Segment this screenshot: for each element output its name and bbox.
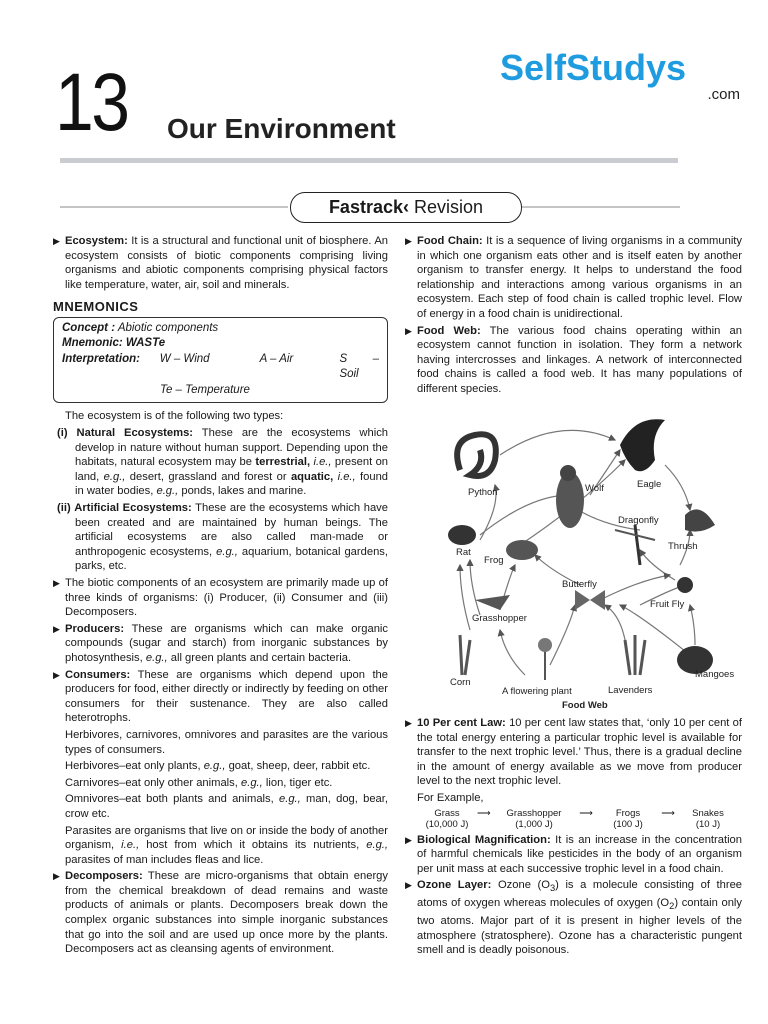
subscript: 2: [669, 901, 675, 912]
mnemonic: WASTe: [125, 337, 166, 350]
ozone-para: [405, 878, 742, 957]
term: Ecosystem:: [65, 235, 128, 247]
term: Natural Ecosystems:: [76, 427, 194, 440]
selfstudys-logo: [500, 47, 740, 103]
mnemonics-box: [53, 317, 388, 404]
arrow-icon: ⟶: [661, 807, 675, 819]
label-wolf: Wolf: [585, 483, 604, 494]
example-energies: [417, 819, 742, 830]
butterfly-figure: [575, 590, 605, 610]
artificial-ecosystem: [53, 501, 388, 574]
banner-rest: Revision: [414, 197, 484, 217]
text: present on land,: [75, 456, 389, 483]
term: Biological Magnification:: [417, 833, 551, 846]
label-frog: Frog: [484, 555, 504, 566]
label-butterfly: Butterfly: [562, 579, 597, 590]
thrush-figure: [685, 509, 715, 531]
text: The various food chains operating within an ecosystem cannot function in isolation. They form a network having intercrosses and linkages. A network of interconnected food chains is called a food web. It has many populations of different species.: [417, 324, 742, 395]
consumer-types: Herbivores, carnivores, omnivores and parasites are the various types of consumers.: [65, 728, 388, 756]
text: Omnivores–eat both plants and animals,: [65, 793, 274, 806]
wolf-figure: [556, 465, 584, 528]
text: These are organisms which can make organic compounds (sugar and starch) from inorganic substances by photosynthesis,: [65, 622, 388, 664]
abbr: e.g.,: [240, 776, 263, 789]
term: Food Chain:: [417, 235, 483, 247]
bullet-icon: ▶: [53, 236, 60, 246]
ten-percent-para: [405, 716, 742, 789]
example-energy: (10 J): [695, 818, 721, 830]
text: 10 per cent law states that, ‘only 10 per cent of the total energy entering a particular trophic level is available for transfer to the next trophic level.’ Thus, there is a gradual decline in the amount of energy available as we move from producer level to the next trophic level.: [417, 717, 743, 788]
text: goat, sheep, deer, rabbit etc.: [228, 760, 371, 773]
subscript: 3: [549, 883, 556, 894]
abbr: e.g.,: [278, 793, 301, 806]
abbr: e.g.,: [216, 545, 238, 558]
mnemonics-title: MNEMONICS: [53, 299, 139, 315]
text: Carnivores–eat only other animals,: [65, 776, 238, 789]
text: parasites of man includes fleas and lice.: [65, 853, 264, 866]
decomposers-para: [53, 869, 388, 957]
text: lion, tiger etc.: [265, 776, 333, 789]
interp-label: Interpretation:: [62, 352, 140, 365]
text: It is an increase in the concentration of harmful chemicals like pesticides in the body of an organism per unit mass at each successive trophic level in a food chain.: [417, 833, 743, 875]
num: (i): [57, 427, 68, 440]
abbr: e.g.,: [203, 760, 226, 773]
text: desert, grassland and forest or: [129, 470, 287, 483]
rat-figure: [448, 525, 476, 545]
corn-figure: [460, 635, 470, 675]
food-web-diagram: [440, 415, 740, 715]
term: terrestrial,: [255, 456, 311, 469]
term: 10 Per cent Law:: [417, 717, 506, 729]
bullet-icon: ▶: [53, 669, 60, 680]
logo-main-text: SelfStudys: [500, 47, 687, 88]
example-name: Grass: [434, 807, 460, 819]
mnemonic-row: [62, 336, 379, 352]
banner-arrow-icon: ‹: [403, 197, 409, 217]
example-name: Snakes: [692, 807, 724, 819]
label-eagle: Eagle: [637, 479, 662, 490]
label-thrush: Thrush: [668, 541, 698, 552]
text: Ozone (O: [497, 879, 550, 892]
label-dragonfly: Dragonfly: [618, 515, 659, 526]
text: It is a structural and functional unit of biosphere. An ecosystem consists of biotic components comprising living organisms and abiotic components comprising physical factors like temperature, water, air, soil and minerals.: [65, 235, 389, 291]
example-name: Grasshopper: [506, 807, 562, 819]
mnemonic-label: Mnemonic:: [62, 337, 123, 350]
example-energy: (1,000 J): [515, 818, 553, 830]
chapter-title: Our Environment: [167, 113, 396, 144]
text: It is a sequence of living organisms in a community in which one organism eats other and is itself eaten by another organism to transfer energy. It helps to understand the food relationship and interactions among various organisms in an ecosystem. Each step of food chain is called trophic level. Flow of energy in a food chain is unidirectional.: [417, 235, 743, 320]
example-energy: (10,000 J): [425, 818, 469, 830]
term: Consumers:: [65, 668, 131, 681]
banner-bold: Fastrack: [328, 197, 403, 217]
abbr: e.g.,: [366, 839, 389, 852]
herbivores: [53, 759, 388, 774]
text: These are the ecosystems which have been created and are maintained by human beings. The artificial ecosystems are also called man-made or anthropogenic ecosystems,: [75, 502, 388, 558]
lavenders-figure: [625, 635, 645, 675]
title-rule: [60, 158, 678, 163]
logo-sub-text: .com: [707, 86, 740, 103]
abbr: e.g.,: [145, 651, 168, 664]
abbr: e.g.,: [103, 470, 126, 483]
diagram-caption: Food Web: [562, 700, 608, 711]
text: all green plants and certain bacteria.: [170, 651, 352, 664]
text: Parasites are organisms that live on or inside the body of another organism,: [65, 824, 388, 852]
arrow-icon: ⟶: [579, 807, 593, 819]
text: These are organisms which depend upon the producers for food, either directly or indirectly by feeding on other consumers for their sustenance. They are also called heterotrophs.: [65, 668, 388, 725]
left-column: [53, 234, 388, 959]
interp-a: A – Air: [259, 352, 294, 365]
text: host from which it obtains its nutrients,: [146, 839, 360, 852]
biomag-para: [405, 833, 742, 877]
label-mangoes: Mangoes: [695, 669, 735, 680]
concept-row: [62, 321, 379, 337]
consumers-para: [53, 668, 388, 726]
text: ) is a molecule consisting of three atoms of oxygen whereas molecules of oxygen (O: [417, 879, 743, 910]
producers-para: [53, 622, 388, 666]
bullet-icon: ▶: [53, 578, 60, 588]
num: (ii): [57, 502, 71, 515]
bullet-icon: ▶: [53, 871, 60, 882]
arrow-icon: ⟶: [477, 807, 491, 819]
abbr: i.e.,: [313, 456, 332, 469]
bullet-icon: ▶: [405, 880, 412, 891]
label-lavenders: Lavenders: [608, 685, 653, 696]
term: aquatic,: [290, 470, 334, 483]
term: Food Web:: [417, 324, 481, 337]
interp-s: S – Soil: [339, 352, 379, 381]
bullet-icon: ▶: [405, 236, 412, 246]
natural-ecosystem: [53, 426, 388, 499]
label-grasshopper: Grasshopper: [472, 613, 527, 624]
interp-w: W – Wind: [159, 352, 210, 365]
text: aquarium, botanical gardens, parks, etc.: [75, 545, 388, 573]
eagle-figure: [620, 419, 665, 471]
example-energy: (100 J): [613, 818, 643, 830]
term: Artificial Ecosystems:: [74, 502, 192, 515]
label-rat: Rat: [456, 547, 471, 558]
label-corn: Corn: [450, 677, 471, 688]
food-chain-para: [405, 234, 742, 322]
example-names: [417, 808, 742, 819]
bullet-icon: ▶: [405, 834, 412, 845]
text: The biotic components of an ecosystem are primarily made up of three kinds of organisms: (i) Producer, (ii) Consumer and (iii) Decomposers.: [65, 577, 388, 619]
text: ) contain only two atoms. Major part of it is present in higher levels of the atmosphere (stratosphere). Ozone has a characteristic pungent smell and is deadly poisonous.: [417, 897, 742, 957]
bullet-icon: ▶: [405, 325, 412, 336]
example-name: Frogs: [615, 807, 641, 819]
parasites: [53, 824, 388, 868]
dragonfly-figure: [615, 525, 655, 565]
types-intro: The ecosystem is of the following two types:: [65, 410, 284, 423]
bullet-icon: ▶: [53, 623, 60, 634]
term: Producers:: [65, 622, 125, 635]
biotic-para: [53, 576, 388, 620]
bullet-icon: ▶: [405, 718, 412, 728]
omnivores: [53, 792, 388, 821]
concept-label: Concept :: [62, 321, 116, 334]
text: ponds, lakes and marine.: [181, 485, 307, 498]
term: Decomposers:: [65, 870, 143, 883]
abbr: i.e.,: [121, 839, 140, 852]
food-web-para: [405, 324, 742, 397]
label-fruitfly: Fruit Fly: [650, 599, 685, 610]
frog-figure: [506, 540, 538, 560]
grasshopper-figure: [475, 595, 510, 610]
example-label: For Example,: [417, 791, 484, 804]
right-column-lower: [405, 716, 742, 960]
fruitfly-figure: [677, 577, 693, 593]
abbr: e.g.,: [156, 485, 179, 498]
label-flowering-plant: A flowering plant: [502, 686, 572, 697]
text: found in water bodies,: [75, 470, 389, 498]
term: Ozone Layer:: [417, 879, 492, 892]
right-column: [405, 234, 742, 399]
label-python: Python: [468, 487, 498, 498]
interp-row: [62, 352, 379, 383]
flowering-plant-figure: [538, 638, 552, 680]
ecosystem-para: [53, 234, 388, 292]
carnivores: [53, 776, 388, 791]
interp-te: Te – Temperature: [160, 383, 250, 396]
text: These are micro-organisms that obtain energy from the chemical breakdown of dead remains and waste products of animals or plants. Decomposers break down the complex organic substances into simple inorganic substances that go into the soil and are used up once more by the plants. Decomposers act as cleansing agents of environment.: [65, 870, 388, 956]
concept: Abiotic components: [117, 321, 219, 334]
text: These are the ecosystems which develop in nature without human support. Depending upon the habitats, natural ecosystem may be: [75, 427, 389, 469]
fastrack-revision-banner: [290, 192, 522, 223]
text: Herbivores–eat only plants,: [65, 760, 201, 773]
chapter-number: 13: [55, 57, 128, 148]
abbr: i.e.,: [337, 470, 356, 483]
python-figure: [457, 434, 496, 476]
food-chain-example: [405, 808, 742, 830]
text: man, dog, bear, crow etc.: [65, 793, 388, 820]
